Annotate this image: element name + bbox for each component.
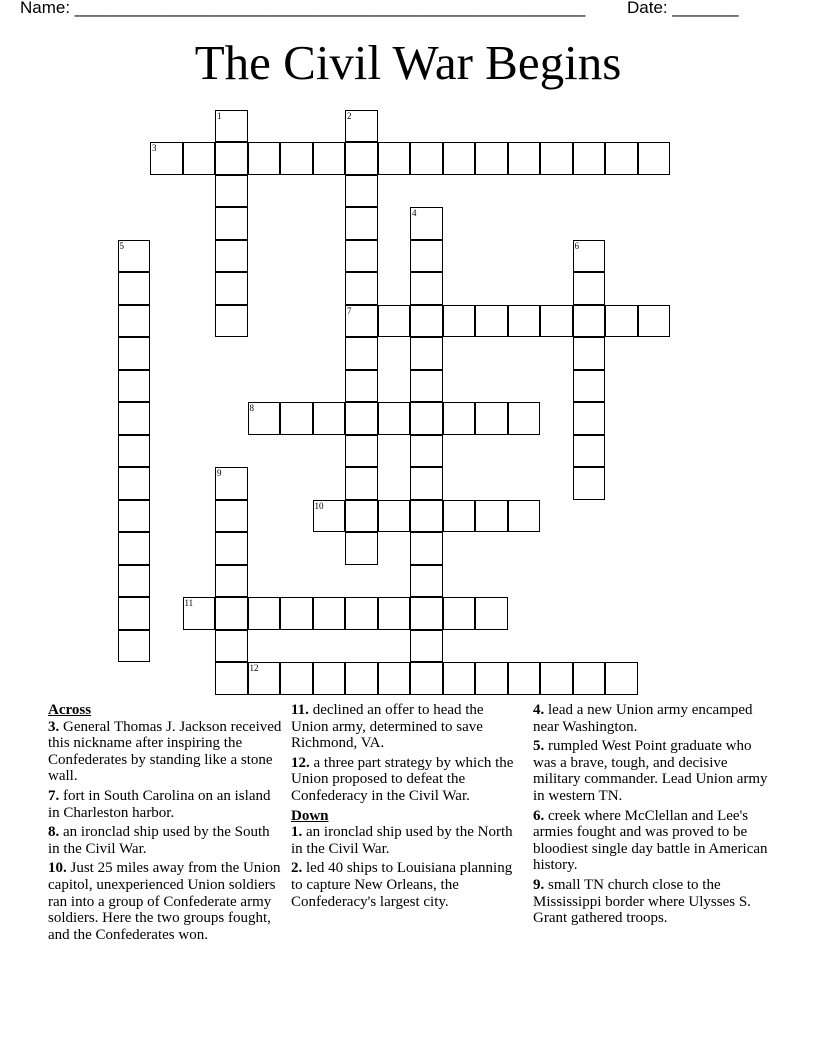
crossword-cell[interactable]	[573, 305, 606, 338]
crossword-cell[interactable]	[313, 597, 346, 630]
crossword-cell[interactable]	[410, 370, 443, 403]
crossword-cell[interactable]	[345, 272, 378, 305]
clue-item	[291, 824, 523, 857]
clue-text: led 40 ships to Louisiana planning to capture New Orleans, the Confederacy's largest city.	[291, 860, 513, 910]
crossword-cell[interactable]	[313, 500, 346, 533]
clue-item	[48, 788, 284, 821]
crossword-cell[interactable]	[118, 272, 151, 305]
clue-item	[533, 702, 773, 735]
crossword-cell[interactable]	[118, 532, 151, 565]
clues-column-2	[291, 702, 523, 913]
clue-item	[48, 719, 284, 785]
clue-text: rumpled West Point graduate who was a brave, tough, and decisive military commander. Lead Union army in western TN.	[533, 738, 768, 804]
clue-item	[533, 877, 773, 927]
crossword-cell[interactable]	[573, 337, 606, 370]
clue-number: 3.	[48, 718, 60, 735]
crossword-cell[interactable]	[540, 305, 573, 338]
cell-number: 3	[152, 143, 157, 153]
clue-item	[533, 738, 773, 804]
crossword-cell[interactable]	[215, 500, 248, 533]
crossword-cell[interactable]	[443, 402, 476, 435]
crossword-cell[interactable]	[573, 467, 606, 500]
clue-number: 9.	[533, 876, 545, 893]
crossword-cell[interactable]	[475, 662, 508, 695]
crossword-cell[interactable]	[508, 402, 541, 435]
crossword-cell[interactable]	[410, 272, 443, 305]
crossword-cell[interactable]	[280, 662, 313, 695]
crossword-cell[interactable]	[378, 597, 411, 630]
crossword-cell[interactable]	[573, 370, 606, 403]
crossword-cell[interactable]	[410, 305, 443, 338]
crossword-cell[interactable]	[605, 305, 638, 338]
crossword-cell[interactable]	[345, 175, 378, 208]
crossword-cell[interactable]	[345, 240, 378, 273]
crossword-cell[interactable]	[573, 142, 606, 175]
crossword-cell[interactable]	[540, 662, 573, 695]
clue-item	[291, 755, 523, 805]
clue-text: a three part strategy by which the Union proposed to defeat the Confederacy in the Civil War.	[291, 754, 514, 804]
clue-number: 5.	[533, 738, 545, 755]
crossword-cell[interactable]	[345, 337, 378, 370]
crossword-cell[interactable]	[118, 597, 151, 630]
crossword-cell[interactable]	[475, 597, 508, 630]
crossword-cell[interactable]	[215, 597, 248, 630]
crossword-cell[interactable]	[410, 662, 443, 695]
cell-number: 10	[314, 500, 324, 511]
crossword-cell[interactable]	[508, 142, 541, 175]
cell-number: 2	[347, 110, 352, 121]
crossword-cell[interactable]	[118, 402, 151, 435]
crossword-cell[interactable]	[248, 662, 281, 695]
clues-column-1	[48, 702, 284, 946]
crossword-cell[interactable]	[443, 597, 476, 630]
crossword-cell[interactable]	[378, 142, 411, 175]
cell-number: 7	[347, 305, 352, 316]
crossword-cell[interactable]	[118, 565, 151, 598]
crossword-cell[interactable]	[345, 597, 378, 630]
crossword-cell[interactable]	[378, 402, 411, 435]
clue-text: an ironclad ship used by the North in the Civil War.	[291, 824, 513, 857]
crossword-cell[interactable]	[443, 662, 476, 695]
clue-item	[291, 860, 523, 910]
crossword-cell[interactable]	[410, 402, 443, 435]
crossword-cell[interactable]	[280, 142, 313, 175]
clue-text: lead a new Union army encamped near Washington.	[533, 702, 753, 735]
crossword-cell[interactable]	[150, 142, 183, 175]
crossword-cell[interactable]	[313, 402, 346, 435]
crossword-cell[interactable]	[410, 435, 443, 468]
clue-number: 1.	[291, 824, 303, 841]
crossword-cell[interactable]	[475, 402, 508, 435]
clue-text: creek where McClellan and Lee's armies fought and was proved to be bloodiest single day battle in American history.	[533, 807, 768, 874]
clue-number: 2.	[291, 860, 303, 877]
crossword-cell[interactable]	[638, 142, 671, 175]
crossword-cell[interactable]	[345, 402, 378, 435]
crossword-cell[interactable]	[183, 597, 216, 630]
crossword-cell[interactable]	[215, 305, 248, 338]
clue-section-heading: Across	[48, 702, 92, 718]
crossword-cell[interactable]	[215, 467, 248, 500]
cell-number: 1	[217, 110, 222, 121]
crossword-cell[interactable]	[378, 662, 411, 695]
crossword-cell[interactable]	[118, 240, 151, 273]
crossword-cell[interactable]	[410, 500, 443, 533]
crossword-cell[interactable]	[345, 500, 378, 533]
crossword-cell[interactable]	[313, 662, 346, 695]
crossword-cell[interactable]	[215, 142, 248, 175]
crossword-cell[interactable]	[345, 207, 378, 240]
crossword-cell[interactable]	[118, 337, 151, 370]
crossword-cell[interactable]	[215, 272, 248, 305]
crossword-cell[interactable]	[215, 175, 248, 208]
crossword-cell[interactable]	[573, 662, 606, 695]
crossword-cell[interactable]	[443, 500, 476, 533]
crossword-cell[interactable]	[118, 305, 151, 338]
crossword-cell[interactable]	[215, 240, 248, 273]
clue-section-heading: Down	[291, 807, 329, 824]
crossword-cell[interactable]	[313, 142, 346, 175]
clue-text: declined an offer to head the Union army, determined to save Richmond, VA.	[291, 702, 484, 752]
crossword-cell[interactable]	[508, 662, 541, 695]
crossword-cell[interactable]	[508, 305, 541, 338]
crossword-cell[interactable]	[410, 467, 443, 500]
crossword-cell[interactable]	[475, 142, 508, 175]
crossword-cell[interactable]	[410, 597, 443, 630]
clue-number: 4.	[533, 702, 545, 718]
clue-item	[291, 702, 523, 752]
crossword-cell[interactable]	[475, 500, 508, 533]
crossword-cell[interactable]	[410, 337, 443, 370]
crossword-cell[interactable]	[345, 662, 378, 695]
crossword-cell[interactable]	[118, 467, 151, 500]
crossword-cell[interactable]	[443, 305, 476, 338]
clue-number: 8.	[48, 824, 60, 841]
cell-number: 5	[119, 240, 124, 251]
clue-number: 6.	[533, 807, 545, 824]
crossword-cell[interactable]	[378, 500, 411, 533]
crossword-cell[interactable]	[215, 532, 248, 565]
crossword-cell[interactable]	[573, 272, 606, 305]
crossword-cell[interactable]	[540, 142, 573, 175]
crossword-cell[interactable]	[345, 435, 378, 468]
crossword-cell[interactable]	[118, 500, 151, 533]
page-title: The Civil War Begins	[194, 35, 622, 90]
crossword-cell[interactable]	[248, 402, 281, 435]
crossword-cell[interactable]	[345, 110, 378, 143]
cell-number: 12	[249, 663, 259, 673]
crossword-cell[interactable]	[410, 532, 443, 565]
crossword-cell[interactable]	[410, 207, 443, 240]
clue-text: fort in South Carolina on an island in Charleston harbor.	[48, 787, 271, 821]
clue-text: General Thomas J. Jackson received this nickname after inspiring the Confederates by standing like a stone wall.	[48, 718, 282, 785]
clue-number: 11.	[291, 702, 309, 718]
crossword-cell[interactable]	[475, 305, 508, 338]
crossword-cell[interactable]	[215, 110, 248, 143]
crossword-cell[interactable]	[443, 142, 476, 175]
clue-text: Just 25 miles away from the Union capitol, unexperienced Union soldiers ran into a group of Confederate army soldiers. Here the two groups fought, and the Confederates won.	[48, 860, 281, 943]
crossword-cell[interactable]	[215, 565, 248, 598]
crossword-cell[interactable]	[573, 435, 606, 468]
crossword-cell[interactable]	[605, 662, 638, 695]
crossword-cell[interactable]	[638, 305, 671, 338]
crossword-cell[interactable]	[410, 142, 443, 175]
crossword-cell[interactable]	[215, 662, 248, 695]
crossword-cell[interactable]	[248, 597, 281, 630]
clue-item	[48, 860, 284, 943]
crossword-cell[interactable]	[280, 402, 313, 435]
crossword-cell[interactable]	[345, 305, 378, 338]
crossword-cell[interactable]	[215, 630, 248, 663]
clue-item	[48, 824, 284, 857]
crossword-cell[interactable]	[605, 142, 638, 175]
crossword-cell[interactable]	[410, 630, 443, 663]
crossword-cell[interactable]	[410, 240, 443, 273]
clue-number: 12.	[291, 754, 310, 771]
clues-column-3	[533, 702, 773, 930]
cell-number: 11	[184, 598, 194, 608]
crossword-cell[interactable]	[345, 142, 378, 175]
crossword-cell[interactable]	[183, 142, 216, 175]
clue-text: an ironclad ship used by the South in the Civil War.	[48, 824, 270, 857]
crossword-cell[interactable]	[573, 240, 606, 273]
crossword-cell[interactable]	[410, 565, 443, 598]
crossword-cell[interactable]	[118, 435, 151, 468]
crossword-cell[interactable]	[345, 532, 378, 565]
date-field-label[interactable]: Date: _______	[627, 0, 739, 17]
cell-number: 6	[574, 240, 579, 251]
clue-item	[533, 808, 773, 874]
crossword-cell[interactable]	[215, 207, 248, 240]
clue-number: 7.	[48, 787, 60, 804]
crossword-cell[interactable]	[248, 142, 281, 175]
crossword-cell[interactable]	[118, 370, 151, 403]
clue-text: small TN church close to the Mississippi border where Ulysses S. Grant gathered troops.	[533, 876, 751, 927]
clue-number: 10.	[48, 860, 67, 877]
crossword-cell[interactable]	[345, 467, 378, 500]
crossword-cell[interactable]	[573, 402, 606, 435]
cell-number: 8	[249, 403, 254, 413]
name-field-label[interactable]: Name: ______________________________________________________	[20, 0, 586, 17]
crossword-cell[interactable]	[118, 630, 151, 663]
cell-number: 4	[412, 208, 417, 218]
crossword-cell[interactable]	[378, 305, 411, 338]
cell-number: 9	[217, 468, 222, 478]
crossword-cell[interactable]	[508, 500, 541, 533]
crossword-cell[interactable]	[280, 597, 313, 630]
crossword-cell[interactable]	[345, 370, 378, 403]
